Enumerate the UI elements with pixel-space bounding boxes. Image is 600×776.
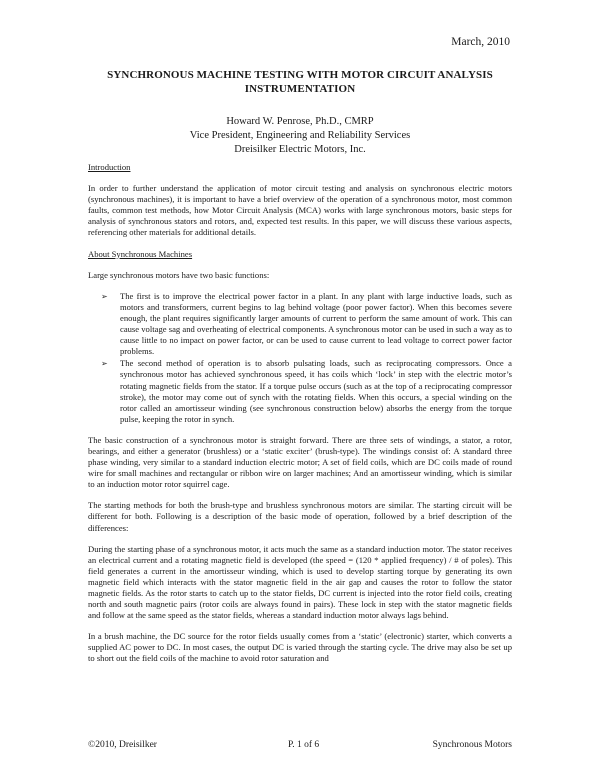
document-title <box>88 68 512 96</box>
bullet-text: The first is to improve the electrical power factor in a plant. In any plant with large inductive loads, such as motors and transformers, current begins to lag behind voltage (poor power factor). When this becomes severe enough, the plant requires significantly larger amounts of current to perform the same amount of work. This can cause voltage sag and overheating of electrical components. A synchronous motor can be used in such a way as to cause little to no impact on power factor, or can be used to cause current to lead voltage to correct power factor problems. <box>120 290 512 357</box>
arrow-bullet-icon: ➢ <box>101 291 108 301</box>
author-position: Vice President, Engineering and Reliability Services <box>189 130 411 141</box>
brush-machine-paragraph: In a brush machine, the DC source for the rotor fields usually comes from a ‘static’ (electronic) starter, which converts a supplied AC power to DC. In most cases, the output DC is varied through the starting cycle. The drive may also be set up to short out the field coils of the machine to avoid rotor saturation and <box>88 631 512 664</box>
author-block <box>88 115 512 157</box>
introduction-heading: Introduction <box>88 162 131 172</box>
starting-methods-paragraph: The starting methods for both the brush-type and brushless synchronous motors are similar. The starting circuit will be different for both. Following is a description of the basic mode of operation, followed by a brief description of the differences: <box>88 500 512 533</box>
title-line-1: SYNCHRONOUS MACHINE TESTING WITH MOTOR CIRCUIT ANALYSIS <box>107 69 493 81</box>
footer-page-number: P. 1 of 6 <box>288 740 320 750</box>
author-company: Dreisilker Electric Motors, Inc. <box>234 144 366 155</box>
about-heading: About Synchronous Machines <box>88 248 193 259</box>
construction-paragraph: The basic construction of a synchronous motor is straight forward. There are three sets of windings, a stator, a rotor, bearings, and either a generator (brushless) or a ‘static exciter’ (brush-type). The windings consist of: A standard three phase winding, very similar to a standard induction electric motor; A set of field coils, which are DC coils made of round wire for small machines and rectangular or ribbon wire on larger machines; And an amortisseur winding, which is similar to an induction motor rotor squirrel cage. <box>88 434 512 490</box>
bullet-item <box>88 291 512 358</box>
about-intro-paragraph: Large synchronous motors have two basic functions: <box>88 269 270 280</box>
function-bullet-list <box>88 291 512 425</box>
footer-topic: Synchronous Motors <box>432 740 512 750</box>
document-date: March, 2010 <box>451 36 510 48</box>
title-line-2: INSTRUMENTATION <box>244 83 356 95</box>
arrow-bullet-icon: ➢ <box>101 359 108 369</box>
bullet-text: The second method of operation is to absorb pulsating loads, such as reciprocating compressors. Once a synchronous motor has achieved synchronous speed, it has coils which ‘lock’ in step with the electric motor’s rotating magnetic fields from the stator. If a torque pulse occurs (such as at the top of a reciprocating compressor stroke), the motor may come out of synch with the rotating fields. When this occurs, a special winding on the rotor called an amortisseur winding (see synchronous construction below) absorbs the energy from the torque pulse, keeping the rotor in synch. <box>120 358 512 424</box>
introduction-paragraph: In order to further understand the application of motor circuit testing and analysis on synchronous electric motors (synchronous machines), it is important to have a brief overview of the operation of a synchronous motor, most common faults, common test methods, how Motor Circuit Analysis (MCA) works with large synchronous motors, basic steps for analysis of synchronous stators and rotors, and, expected test results. In this paper, we will discuss these various aspects, referencing other materials for additional details. <box>88 183 512 238</box>
page-footer <box>88 740 512 752</box>
document-body <box>88 162 512 675</box>
author-name: Howard W. Penrose, Ph.D., CMRP <box>226 116 374 127</box>
bullet-item <box>88 358 512 425</box>
footer-copyright: ©2010, Dreisilker <box>88 740 157 750</box>
starting-phase-paragraph: During the starting phase of a synchronous motor, it acts much the same as a standard induction motor. The stator receives an electrical current and a rotating magnetic field is developed (the speed = (120 * applied frequency) / # of poles). This field generates a current in the amortisseur winding, which is used to develop starting torque by generating its own magnetic field which interacts with the stator magnetic field in the air gap and causes the rotor to follow the stator magnetic fields. As the rotor starts to catch up to the stator fields, DC current is injected into the rotor field coils, creating north and south magnetic pairs (rotor coils are always found in pairs). These lock in step with the stator magnetic fields and follow at the same speed as the stator fields, whereas a standard induction motor always lags behind. <box>88 543 512 621</box>
